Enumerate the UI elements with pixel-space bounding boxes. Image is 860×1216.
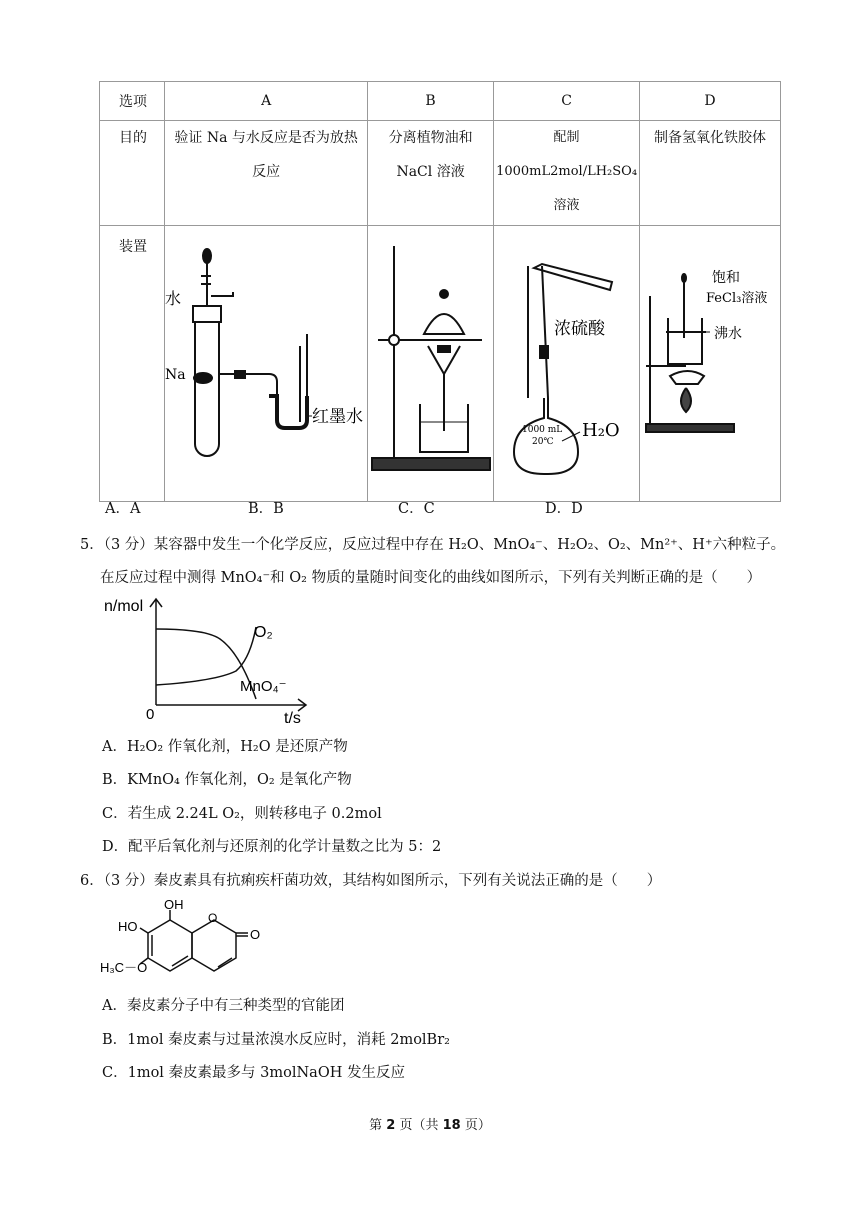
- options-table: [99, 81, 781, 502]
- q6-structure: [100, 898, 280, 980]
- carbonyl-o-label: O: [250, 927, 261, 942]
- header-cell: A: [165, 82, 368, 121]
- row-label: 目的: [100, 121, 165, 226]
- q6-option-b[interactable]: B．1mol 秦皮素与过量浓溴水反应时，消耗 2molBr₂: [102, 1032, 450, 1048]
- purpose-a: [165, 121, 368, 226]
- q5-option-d[interactable]: D．配平后氧化剂与还原剂的化学计量数之比为 5：2: [102, 839, 442, 855]
- apparatus-a-diagram: [165, 226, 365, 488]
- y-axis-label: n/mol: [104, 598, 144, 615]
- answer-option[interactable]: D．D: [545, 501, 583, 517]
- q5-graph: [100, 593, 320, 728]
- label-conc-acid: 浓硫酸: [554, 319, 606, 339]
- label-saturated: 饱和: [712, 270, 741, 286]
- purpose-c-line: 溶液: [553, 198, 580, 213]
- table-header-row: [100, 82, 781, 121]
- apparatus-c-diagram: [494, 226, 638, 488]
- label-h2o: H₂O: [582, 420, 620, 441]
- purpose-c-line: 1000mL2mol/LH₂SO₄: [496, 164, 638, 179]
- header-cell: B: [368, 82, 494, 121]
- apparatus-d: [640, 226, 781, 502]
- answer-option[interactable]: C．C: [398, 501, 435, 517]
- q6-option-a[interactable]: A．秦皮素分子中有三种类型的官能团: [102, 998, 345, 1014]
- apparatus-b-diagram: [368, 226, 492, 488]
- label-red-ink: 红墨水: [312, 407, 364, 427]
- label-fecl3: FeCl₃溶液: [706, 291, 768, 306]
- q5-option-a[interactable]: A．H₂O₂ 作氧化剂，H₂O 是还原产物: [102, 739, 348, 755]
- q5-stem-line2: 在反应过程中测得 MnO₄⁻和 O₂ 物质的量随时间变化的曲线如图所示，下列有关判断正确的是（ ）: [100, 570, 762, 586]
- purpose-a-line: 验证 Na 与水反应是否为放热: [174, 130, 358, 146]
- label-flask-volume: 1000 mL: [522, 425, 563, 435]
- purpose-b-line: 分离植物油和: [388, 130, 473, 146]
- page-footer: [0, 1114, 860, 1133]
- purpose-c-line: 配制: [553, 130, 580, 145]
- purpose-b: [368, 121, 494, 226]
- table-row-purpose: [100, 121, 781, 226]
- x-axis-label: t/s: [284, 710, 301, 727]
- row-label: 装置: [100, 226, 165, 502]
- table-row-apparatus: [100, 226, 781, 502]
- page-number: 2: [386, 1118, 396, 1133]
- header-cell: D: [640, 82, 781, 121]
- label-boiling-water: 沸水: [714, 326, 743, 342]
- apparatus-a: [165, 226, 368, 502]
- origin-label: 0: [146, 706, 155, 723]
- purpose-b-line: NaCl 溶液: [396, 164, 465, 180]
- header-cell: 选项: [100, 82, 165, 121]
- q5-option-b[interactable]: B．KMnO₄ 作氧化剂，O₂ 是氧化产物: [102, 772, 352, 788]
- apparatus-d-diagram: [640, 226, 778, 488]
- label-flask-temp: 20℃: [532, 437, 554, 447]
- apparatus-b: [368, 226, 494, 502]
- q6-option-c[interactable]: C．1mol 秦皮素最多与 3molNaOH 发生反应: [102, 1065, 405, 1081]
- answer-option[interactable]: B．B: [248, 501, 284, 517]
- footer-text: 页）: [460, 1118, 491, 1133]
- purpose-d: [640, 121, 781, 226]
- q5-stem-line1: 5．（3 分）某容器中发生一个化学反应，反应过程中存在 H₂O、MnO₄⁻、H₂O₂、O₂、Mn²⁺、H⁺六种粒子。: [80, 537, 786, 553]
- purpose-d-line: 制备氢氧化铁胶体: [654, 130, 767, 146]
- answer-option[interactable]: A．A: [105, 501, 141, 517]
- total-pages: 18: [442, 1118, 461, 1133]
- q6-stem: 6．（3 分）秦皮素具有抗痢疾杆菌功效，其结构如图所示，下列有关说法正确的是（ ）: [80, 873, 662, 889]
- label-water: 水: [165, 289, 182, 308]
- ho-label: HO: [118, 919, 138, 934]
- apparatus-c: [494, 226, 640, 502]
- methoxy-label: H₃C－O: [100, 960, 148, 975]
- label-na: Na: [165, 367, 186, 383]
- o2-label: O₂: [254, 624, 273, 641]
- header-cell: C: [494, 82, 640, 121]
- mno4-label: MnO₄⁻: [240, 678, 287, 695]
- footer-text: 第: [369, 1118, 387, 1133]
- oh-top-label: OH: [164, 898, 184, 912]
- ring-o-label: O: [208, 911, 218, 925]
- footer-text: 页（共: [395, 1118, 443, 1133]
- q5-option-c[interactable]: C．若生成 2.24L O₂，则转移电子 0.2mol: [102, 806, 382, 822]
- purpose-a-line: 反应: [252, 164, 281, 180]
- purpose-c: [494, 121, 640, 226]
